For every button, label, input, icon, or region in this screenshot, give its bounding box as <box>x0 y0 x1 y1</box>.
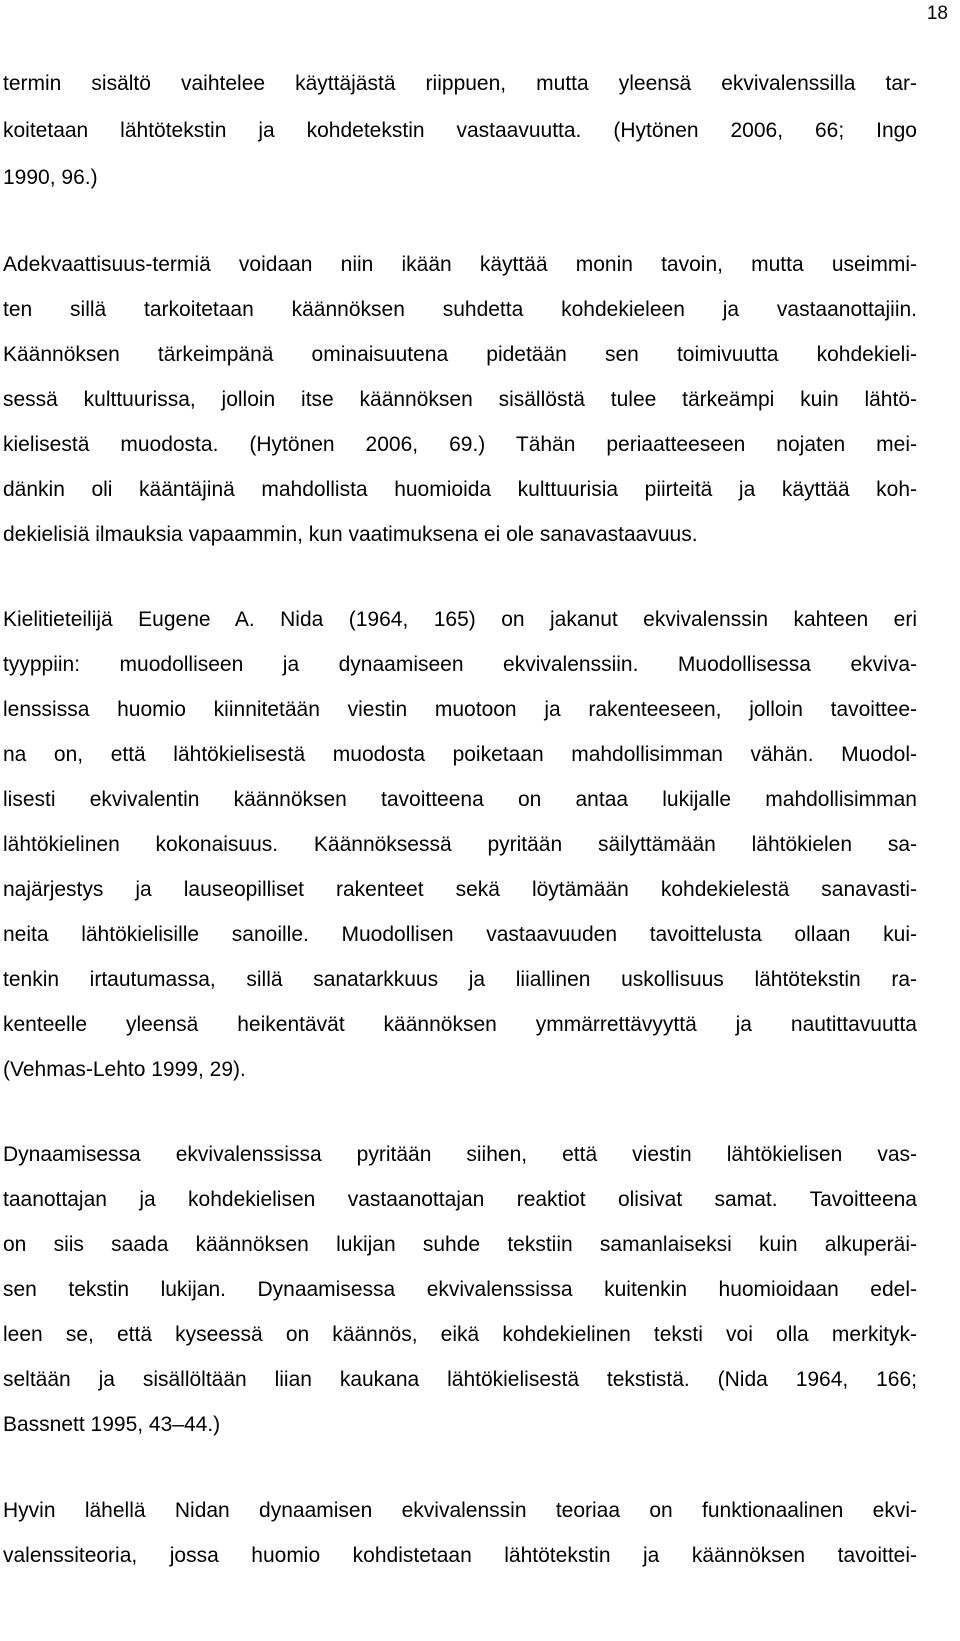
text-line: sessä kulttuurissa, jolloin itse käännöksen sisällöstä tulee tärkeämpi kuin lähtö- <box>3 388 917 411</box>
text-line: neita lähtökielisille sanoille. Muodollisen vastaavuuden tavoittelusta ollaan kui- <box>3 923 917 946</box>
text-line: (Vehmas-Lehto 1999, 29). <box>3 1058 246 1081</box>
text-line: tenkin irtautumassa, sillä sanatarkkuus ja liiallinen uskollisuus lähtötekstin ra- <box>3 968 917 991</box>
text-line: termin sisältö vaihtelee käyttäjästä riippuen, mutta yleensä ekvivalenssilla tar- <box>3 72 917 95</box>
text-line: kielisestä muodosta. (Hytönen 2006, 69.) Tähän periaatteeseen nojaten mei- <box>3 433 917 456</box>
text-line: Bassnett 1995, 43–44.) <box>3 1413 221 1436</box>
text-line: lenssissa huomio kiinnitetään viestin muotoon ja rakenteeseen, jolloin tavoittee- <box>3 698 917 721</box>
text-line: taanottajan ja kohdekielisen vastaanottajan reaktiot olisivat samat. Tavoitteena <box>3 1188 917 1211</box>
text-line: ten sillä tarkoitetaan käännöksen suhdetta kohdekieleen ja vastaanottajiin. <box>3 298 917 321</box>
text-line: valenssiteoria, jossa huomio kohdistetaan lähtötekstin ja käännöksen tavoittei- <box>3 1544 917 1567</box>
text-line: kenteelle yleensä heikentävät käännöksen ymmärrettävyyttä ja nautittavuutta <box>3 1013 917 1036</box>
text-line: seltään ja sisällöltään liian kaukana lähtökielisestä tekstistä. (Nida 1964, 166; <box>3 1368 917 1391</box>
text-line: Adekvaattisuus-termiä voidaan niin ikään käyttää monin tavoin, mutta useimmi- <box>3 253 917 276</box>
text-line: Hyvin lähellä Nidan dynaamisen ekvivalenssin teoriaa on funktionaalinen ekvi- <box>3 1499 917 1522</box>
text-line: dekielisiä ilmauksia vapaammin, kun vaatimuksena ei ole sanavastaavuus. <box>3 523 698 546</box>
text-line: Käännöksen tärkeimpänä ominaisuutena pidetään sen toimivuutta kohdekieli- <box>3 343 917 366</box>
page-number: 18 <box>926 3 948 24</box>
text-line: dänkin oli kääntäjinä mahdollista huomioida kulttuurisia piirteitä ja käyttää koh- <box>3 478 917 501</box>
text-line: 1990, 96.) <box>3 166 98 189</box>
text-line: lähtökielinen kokonaisuus. Käännöksessä pyritään säilyttämään lähtökielen sa- <box>3 833 917 856</box>
text-line: leen se, että kyseessä on käännös, eikä kohdekielinen teksti voi olla merkityk- <box>3 1323 917 1346</box>
text-line: lisesti ekvivalentin käännöksen tavoitteena on antaa lukijalle mahdollisimman <box>3 788 917 811</box>
text-line: on siis saada käännöksen lukijan suhde tekstiin samanlaiseksi kuin alkuperäi- <box>3 1233 917 1256</box>
text-line: sen tekstin lukijan. Dynaamisessa ekvivalenssissa kuitenkin huomioidaan edel- <box>3 1278 917 1301</box>
text-line: Dynaamisessa ekvivalenssissa pyritään siihen, että viestin lähtökielisen vas- <box>3 1143 917 1166</box>
text-line: najärjestys ja lauseopilliset rakenteet sekä löytämään kohdekielestä sanavasti- <box>3 878 917 901</box>
text-line: koitetaan lähtötekstin ja kohdetekstin vastaavuutta. (Hytönen 2006, 66; Ingo <box>3 119 917 142</box>
text-line: na on, että lähtökielisestä muodosta poiketaan mahdollisimman vähän. Muodol- <box>3 743 917 766</box>
text-line: tyyppiin: muodolliseen ja dynaamiseen ekvivalenssiin. Muodollisessa ekviva- <box>3 653 917 676</box>
text-line: Kielitieteilijä Eugene A. Nida (1964, 165) on jakanut ekvivalenssin kahteen eri <box>3 608 917 631</box>
